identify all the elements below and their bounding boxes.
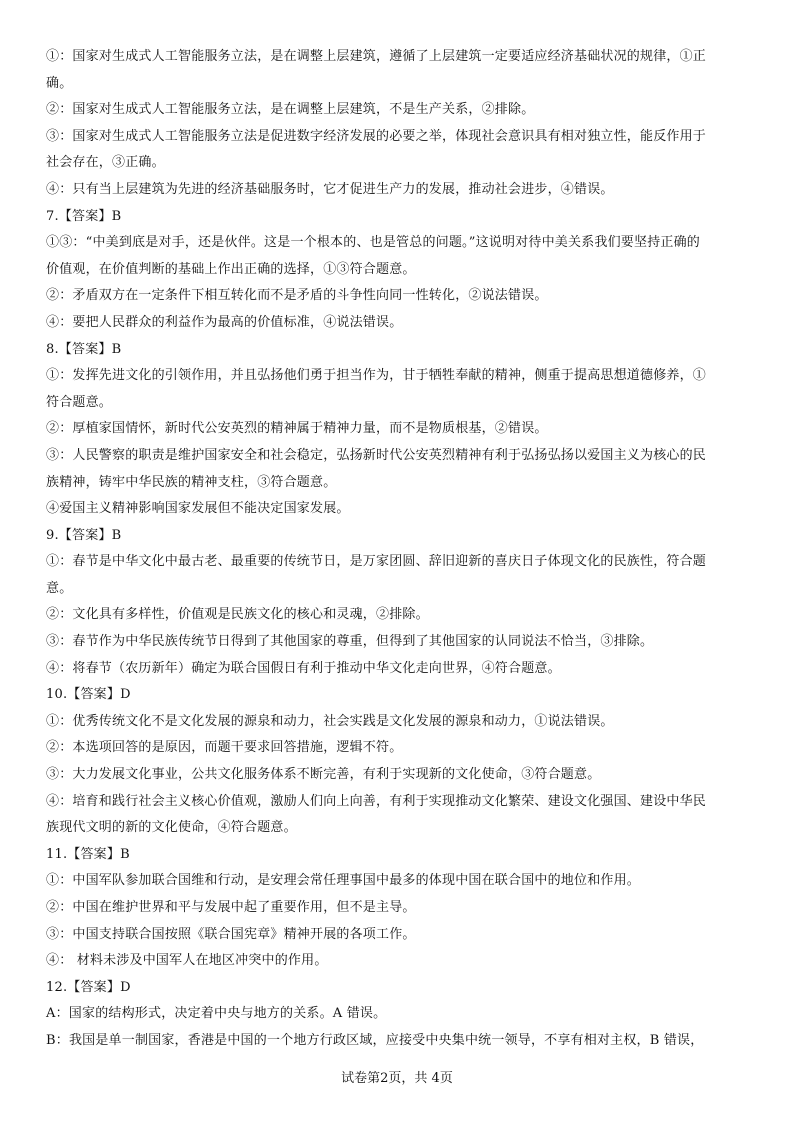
text-line: ④：要把人民群众的利益作为最高的价值标准，④说法错误。 xyxy=(46,314,403,330)
page-footer: 试卷第2页，共 4页 xyxy=(341,1071,453,1086)
text-line: ①③：“中美到底是对手，还是伙伴。这是一个根本的、也是管总的问题。”这说明对待中美关系我们要坚持正确的 xyxy=(46,235,700,251)
answer-heading: 10.【答案】D xyxy=(46,687,131,703)
text-line: ①：国家对生成式人工智能服务立法，是在调整上层建筑，遵循了上层建筑一定要适应经济基础状况的规律，①正 xyxy=(46,49,707,64)
text-line: ①：优秀传统文化不是文化发展的源泉和动力，社会实践是文化发展的源泉和动力，①说法错误。 xyxy=(46,713,614,729)
text-line: ②：矛盾双方在一定条件下相互转化而不是矛盾的斗争性向同一性转化，②说法错误。 xyxy=(46,288,548,304)
text-line: ②：文化具有多样性，价值观是民族文化的核心和灵魂，②排除。 xyxy=(46,607,429,623)
text-line: ①：春节是中华文化中最古老、最重要的传统节日，是万家团圆、辞旧迎新的喜庆日子体现文化的民族性，符合题 xyxy=(46,554,707,570)
text-line: A：国家的结构形式，决定着中央与地方的关系。A 错误。 xyxy=(46,1006,387,1022)
text-line: ②：本选项回答的是原因，而题干要求回答措施，逻辑不符。 xyxy=(46,740,403,756)
text-line: ④：将春节（农历新年）确定为联合国假日有利于推动中华文化走向世界，④符合题意。 xyxy=(46,660,561,676)
text-line: B：我国是单一制国家，香港是中国的一个地方行政区域，应接受中央集中统一领导，不享有相对主权，B 错误， xyxy=(46,1032,704,1048)
text-line: ④：只有当上层建筑为先进的经济基础服务时，它才促进生产力的发展，推动社会进步，④错误。 xyxy=(46,181,614,197)
text-line: ④爱国主义精神影响国家发展但不能决定国家发展。 xyxy=(46,501,350,517)
text-line: 确。 xyxy=(46,75,73,91)
text-line: 社会存在，③正确。 xyxy=(46,155,165,171)
text-line: ①：发挥先进文化的引领作用，并且弘扬他们勇于担当作为，甘于牺牲奉献的精神，侧重于提高思想道德修养，① xyxy=(46,368,707,384)
text-line: 意。 xyxy=(46,580,73,596)
document-body xyxy=(46,44,752,1055)
answer-heading: 11.【答案】B xyxy=(46,846,130,862)
text-line: ③：春节作为中华民族传统节日得到了其他国家的尊重，但得到了其他国家的认同说法不恰当，③排除。 xyxy=(46,634,654,650)
text-line: ④： 材料未涉及中国军人在地区冲突中的作用。 xyxy=(46,953,328,969)
text-line: 族现代文明的新的文化使命，④符合题意。 xyxy=(46,820,297,836)
text-line: ④：培育和践行社会主义核心价值观，激励人们向上向善，有利于实现推动文化繁荣、建设文化强国、建设中华民 xyxy=(46,793,707,809)
text-line: ③：大力发展文化事业，公共文化服务体系不断完善，有利于实现新的文化使命，③符合题意。 xyxy=(46,767,601,783)
answer-heading: 8.【答案】B xyxy=(46,341,122,357)
text-line: 符合题意。 xyxy=(46,394,113,410)
text-line: ②：国家对生成式人工智能服务立法，是在调整上层建筑，不是生产关系，②排除。 xyxy=(46,102,535,118)
text-line: ①：中国军队参加联合国维和行动，是安理会常任理事国中最多的体现中国在联合国中的地位和作用。 xyxy=(46,873,641,889)
text-line: ③：中国支持联合国按照《联合国宪章》精神开展的各项工作。 xyxy=(46,926,416,942)
text-line: ③：人民警察的职责是维护国家安全和社会稳定，弘扬新时代公安英烈精神有利于弘扬弘扬以爱国主义为核心的民 xyxy=(46,447,707,463)
text-line: 价值观，在价值判断的基础上作出正确的选择，①③符合题意。 xyxy=(46,261,416,277)
text-line: ②：厚植家国情怀，新时代公安英烈的精神属于精神力量，而不是物质根基，②错误。 xyxy=(46,421,548,437)
answer-heading: 9.【答案】B xyxy=(46,527,122,543)
text-line: 族精神，铸牢中华民族的精神支柱，③符合题意。 xyxy=(46,474,337,490)
answer-heading: 7.【答案】B xyxy=(46,208,122,224)
answer-heading: 12.【答案】D xyxy=(46,979,131,995)
text-line: ③：国家对生成式人工智能服务立法是促进数字经济发展的必要之举，体现社会意识具有相对独立性，能反作用于 xyxy=(46,128,707,144)
text-line: ②：中国在维护世界和平与发展中起了重要作用，但不是主导。 xyxy=(46,900,416,915)
